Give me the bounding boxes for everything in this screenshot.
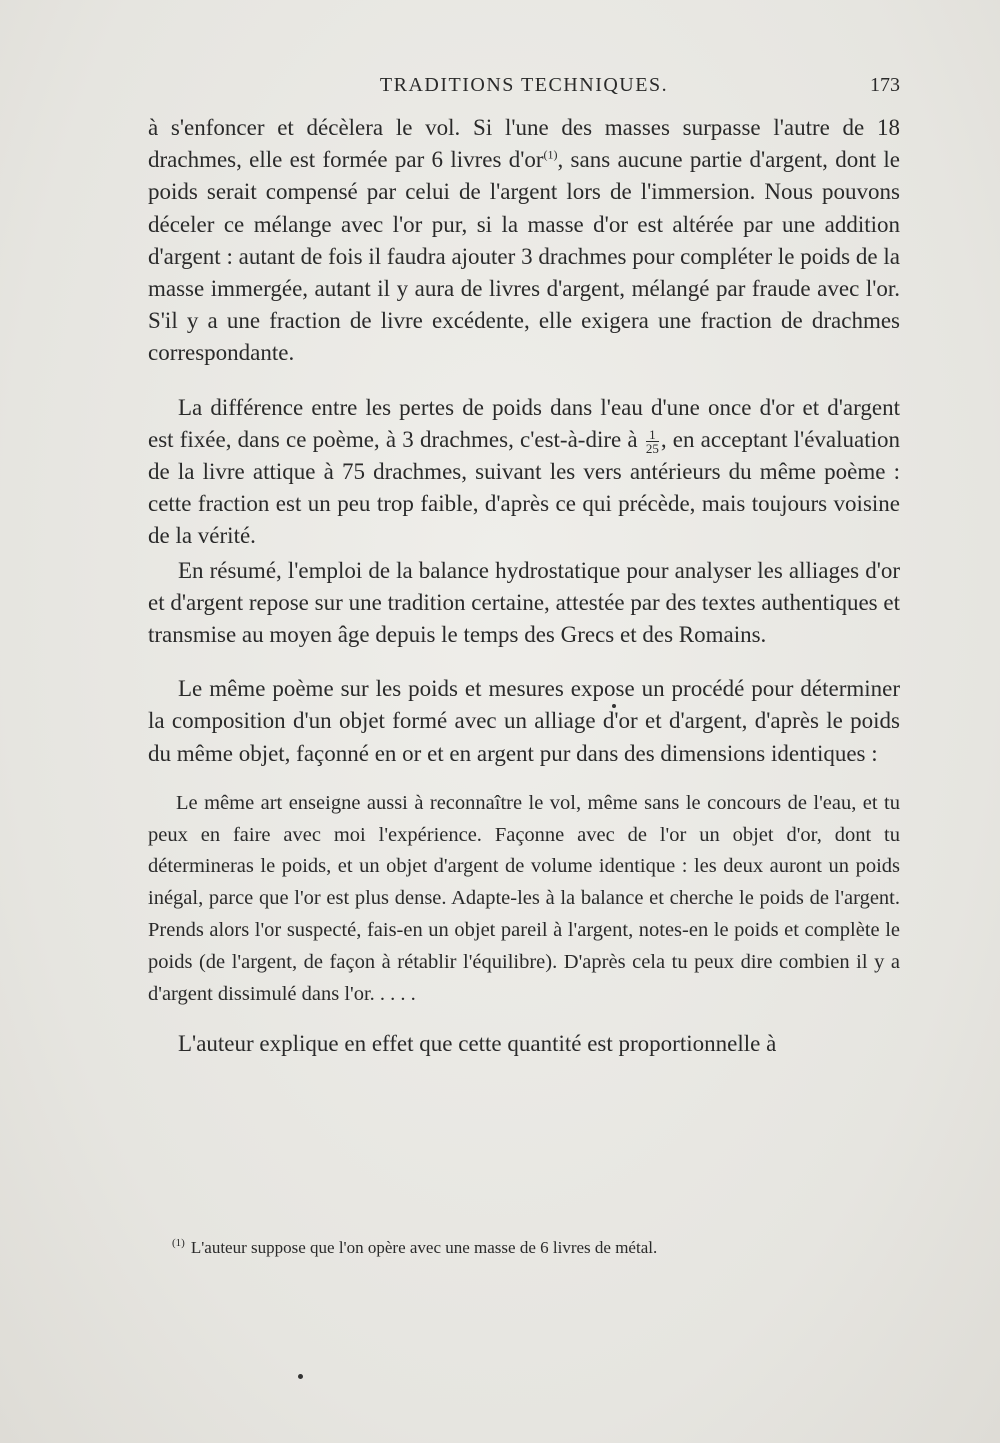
paragraph-1-text-a: à s'enfoncer et décèlera le vol. Si l'une des masses surpasse l'autre de 18 drachmes, elle est formée par 6 livres d'or <box>148 115 900 173</box>
footnote-reference: (1) <box>543 147 558 162</box>
fraction-denominator: 25 <box>645 440 659 456</box>
footnote <box>172 1238 657 1258</box>
page-number: 173 <box>870 74 900 96</box>
paragraph-1-text-b: , sans aucune partie d'argent, dont le poids serait compensé par celui de l'argent lors de l'immersion. Nous pouvons déceler ce mélange avec l'or pur, si la masse d'or est altérée par une addition d'argent : autant de fois il faudra ajouter 3 drachmes pour compléter le poids de la masse immergée, autant il y aura de livres d'argent, mélangé par fraude avec l'or. S'il y a une fraction de livre excédente, elle exigera une fraction de drachmes correspondante. <box>148 147 900 366</box>
paragraph-4: Le même poème sur les poids et mesures expose un procédé pour déterminer la composition d'un objet formé avec un alliage d'or et d'argent, d'après le poids du même objet, façonné en or et en argent pur dans des dimensions identiques : <box>148 676 900 766</box>
running-title: TRADITIONS TECHNIQUES. <box>379 74 669 96</box>
paragraph-2-text-b: , en acceptant l'évaluation de la livre attique à 75 drachmes, suivant les vers antérieurs du même poème : cette fraction est un peu trop faible, d'après ce qui précède, mais toujours voisine de la vérité. <box>148 426 900 549</box>
fraction <box>646 428 659 455</box>
print-speck <box>612 704 616 708</box>
fraction-numerator: 1 <box>646 428 659 442</box>
running-head <box>148 74 900 104</box>
paragraph-5: L'auteur explique en effet que cette quantité est proportionnelle à <box>178 1031 777 1057</box>
quoted-passage: Le même art enseigne aussi à reconnaître le vol, même sans le concours de l'eau, et tu peux en faire avec moi l'expérience. Façonne avec de l'or un objet d'or, dont tu détermineras le poids, et un objet d'argent de volume identique : les deux auront un poids inégal, parce que l'or est plus dense. Adapte-les à la balance et cherche le poids de l'argent. Prends alors l'or suspecté, fais-en un objet pareil à l'argent, notes-en le poids et complète le poids (de l'argent, de façon à rétablir l'équilibre). D'après cela tu peux dire combien il y a d'argent dissimulé dans l'or. . . . . <box>148 791 900 1005</box>
footnote-marker: (1) <box>172 1237 185 1250</box>
paragraph-1 <box>148 112 900 370</box>
paragraph-2 <box>148 392 900 553</box>
body-text <box>148 112 900 1061</box>
paragraph-3: En résumé, l'emploi de la balance hydrostatique pour analyser les alliages d'or et d'argent repose sur une tradition certaine, attestée par des textes authentiques et transmise au moyen âge depuis le temps des Grecs et des Romains. <box>148 557 900 648</box>
paragraph-2-text-a: La différence entre les pertes de poids dans l'eau d'une once d'or et d'argent est fixée, dans ce poème, à 3 drachmes, c'est-à-dire à <box>148 394 900 452</box>
print-speck <box>298 1374 303 1379</box>
footnote-text: L'auteur suppose que l'on opère avec une masse de 6 livres de métal. <box>190 1238 658 1257</box>
